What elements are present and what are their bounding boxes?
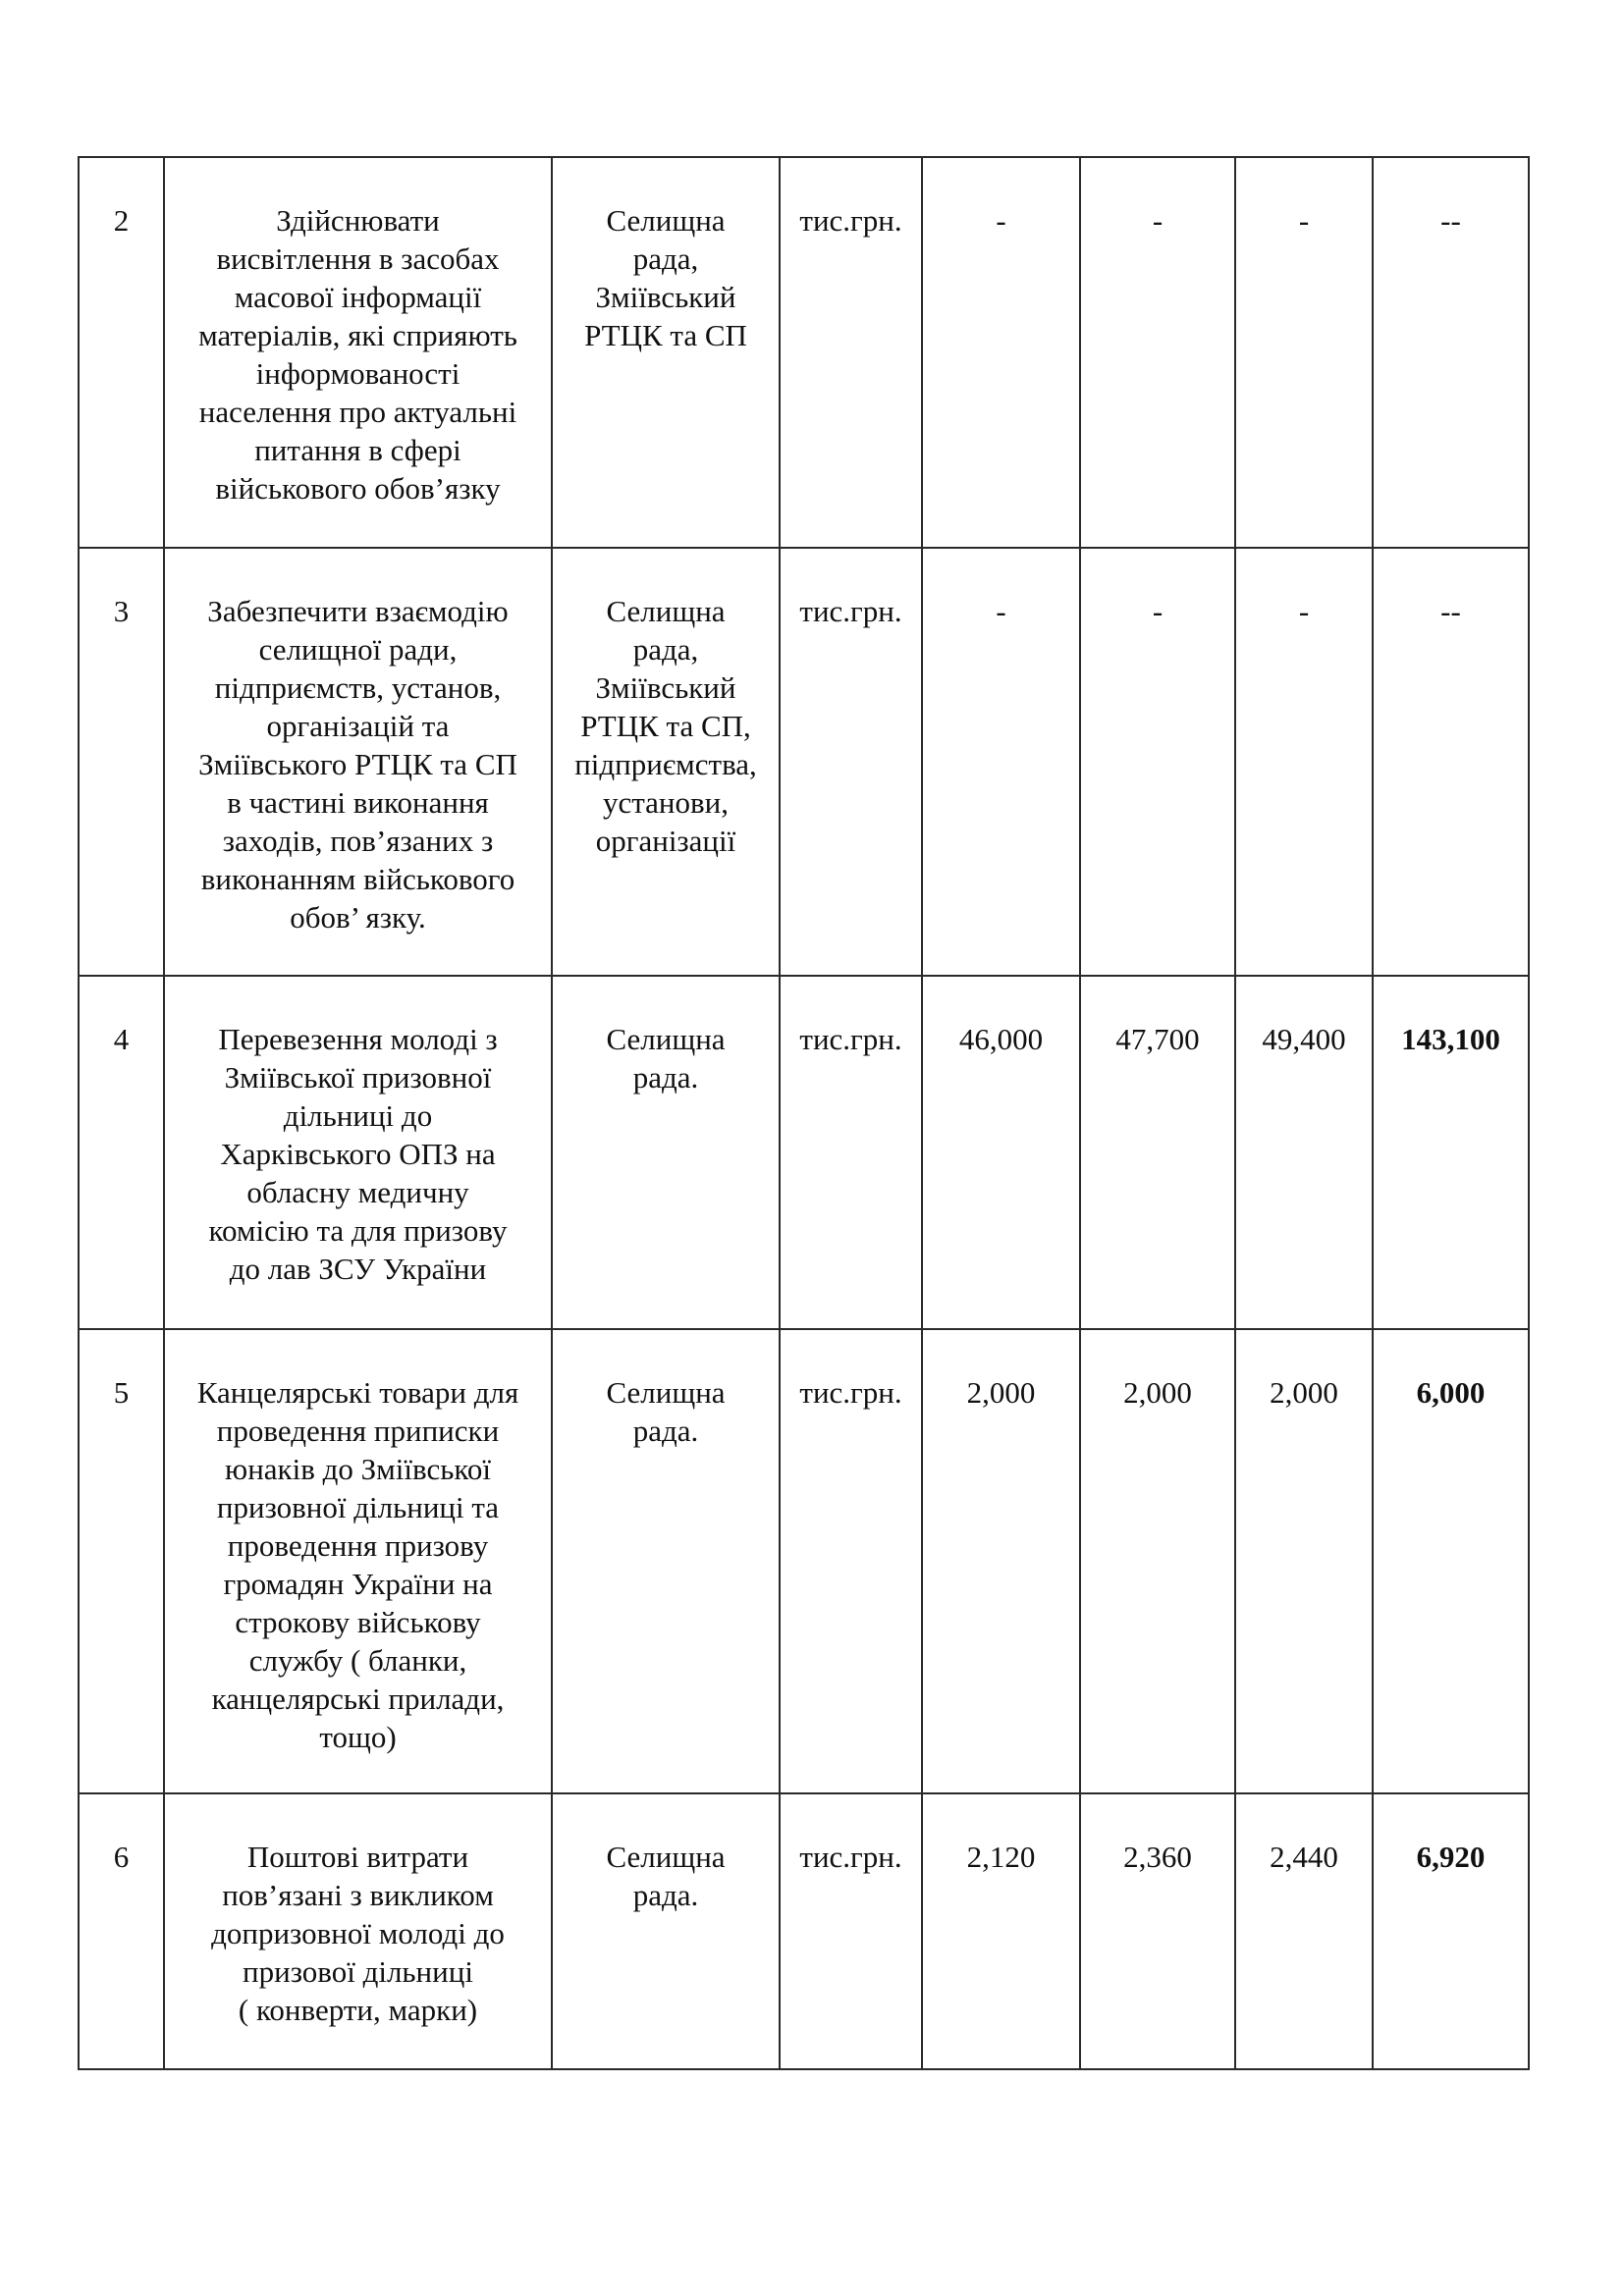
year-1-amount: 46,000 — [922, 976, 1080, 1329]
table-row — [79, 1793, 1529, 2069]
total-amount: 143,100 — [1373, 976, 1529, 1329]
year-3-amount: 2,000 — [1235, 1329, 1373, 1793]
unit: тис.грн. — [780, 157, 922, 548]
year-1-amount: - — [922, 157, 1080, 548]
year-2-amount: - — [1080, 157, 1235, 548]
year-3-amount: - — [1235, 548, 1373, 976]
year-3-amount: - — [1235, 157, 1373, 548]
year-3-amount: 49,400 — [1235, 976, 1373, 1329]
table-row — [79, 548, 1529, 976]
row-number: 4 — [79, 976, 164, 1329]
year-2-amount: - — [1080, 548, 1235, 976]
executor: Селищна рада. — [552, 976, 780, 1329]
year-2-amount: 2,360 — [1080, 1793, 1235, 2069]
program-measures-table — [78, 156, 1530, 2070]
unit: тис.грн. — [780, 976, 922, 1329]
row-number: 3 — [79, 548, 164, 976]
total-amount: 6,000 — [1373, 1329, 1529, 1793]
year-2-amount: 47,700 — [1080, 976, 1235, 1329]
unit: тис.грн. — [780, 548, 922, 976]
executor: Селищна рада, Зміївський РТЦК та СП, підприємства, установи, організації — [552, 548, 780, 976]
year-1-amount: - — [922, 548, 1080, 976]
year-2-amount: 2,000 — [1080, 1329, 1235, 1793]
measure-description: Перевезення молоді з Зміївської призовної дільниці до Харківського ОПЗ на обласну медичну комісію та для призову до лав ЗСУ України — [164, 976, 552, 1329]
row-number: 2 — [79, 157, 164, 548]
executor: Селищна рада. — [552, 1793, 780, 2069]
year-1-amount: 2,120 — [922, 1793, 1080, 2069]
total-amount: 6,920 — [1373, 1793, 1529, 2069]
total-amount: -- — [1373, 157, 1529, 548]
measure-description: Поштові витрати пов’язані з викликом допризовної молоді до призової дільниці ( конверти, марки) — [164, 1793, 552, 2069]
executor: Селищна рада, Зміївський РТЦК та СП — [552, 157, 780, 548]
unit: тис.грн. — [780, 1793, 922, 2069]
table-row — [79, 1329, 1529, 1793]
executor: Селищна рада. — [552, 1329, 780, 1793]
measure-description: Забезпечити взаємодію селищної ради, підприємств, установ, організацій та Зміївського РТЦК та СП в частині виконання заходів, пов’язаних з виконанням військового обов’ язку. — [164, 548, 552, 976]
table-row — [79, 157, 1529, 548]
measure-description: Канцелярські товари для проведення приписки юнаків до Зміївської призовної дільниці та проведення призову громадян України на строкову військову службу ( бланки, канцелярські прилади, тощо) — [164, 1329, 552, 1793]
measure-description: Здійснювати висвітлення в засобах масової інформації матеріалів, які сприяють інформованості населення про актуальні питання в сфері військового обов’язку — [164, 157, 552, 548]
row-number: 5 — [79, 1329, 164, 1793]
table-row — [79, 976, 1529, 1329]
year-3-amount: 2,440 — [1235, 1793, 1373, 2069]
row-number: 6 — [79, 1793, 164, 2069]
total-amount: -- — [1373, 548, 1529, 976]
year-1-amount: 2,000 — [922, 1329, 1080, 1793]
unit: тис.грн. — [780, 1329, 922, 1793]
